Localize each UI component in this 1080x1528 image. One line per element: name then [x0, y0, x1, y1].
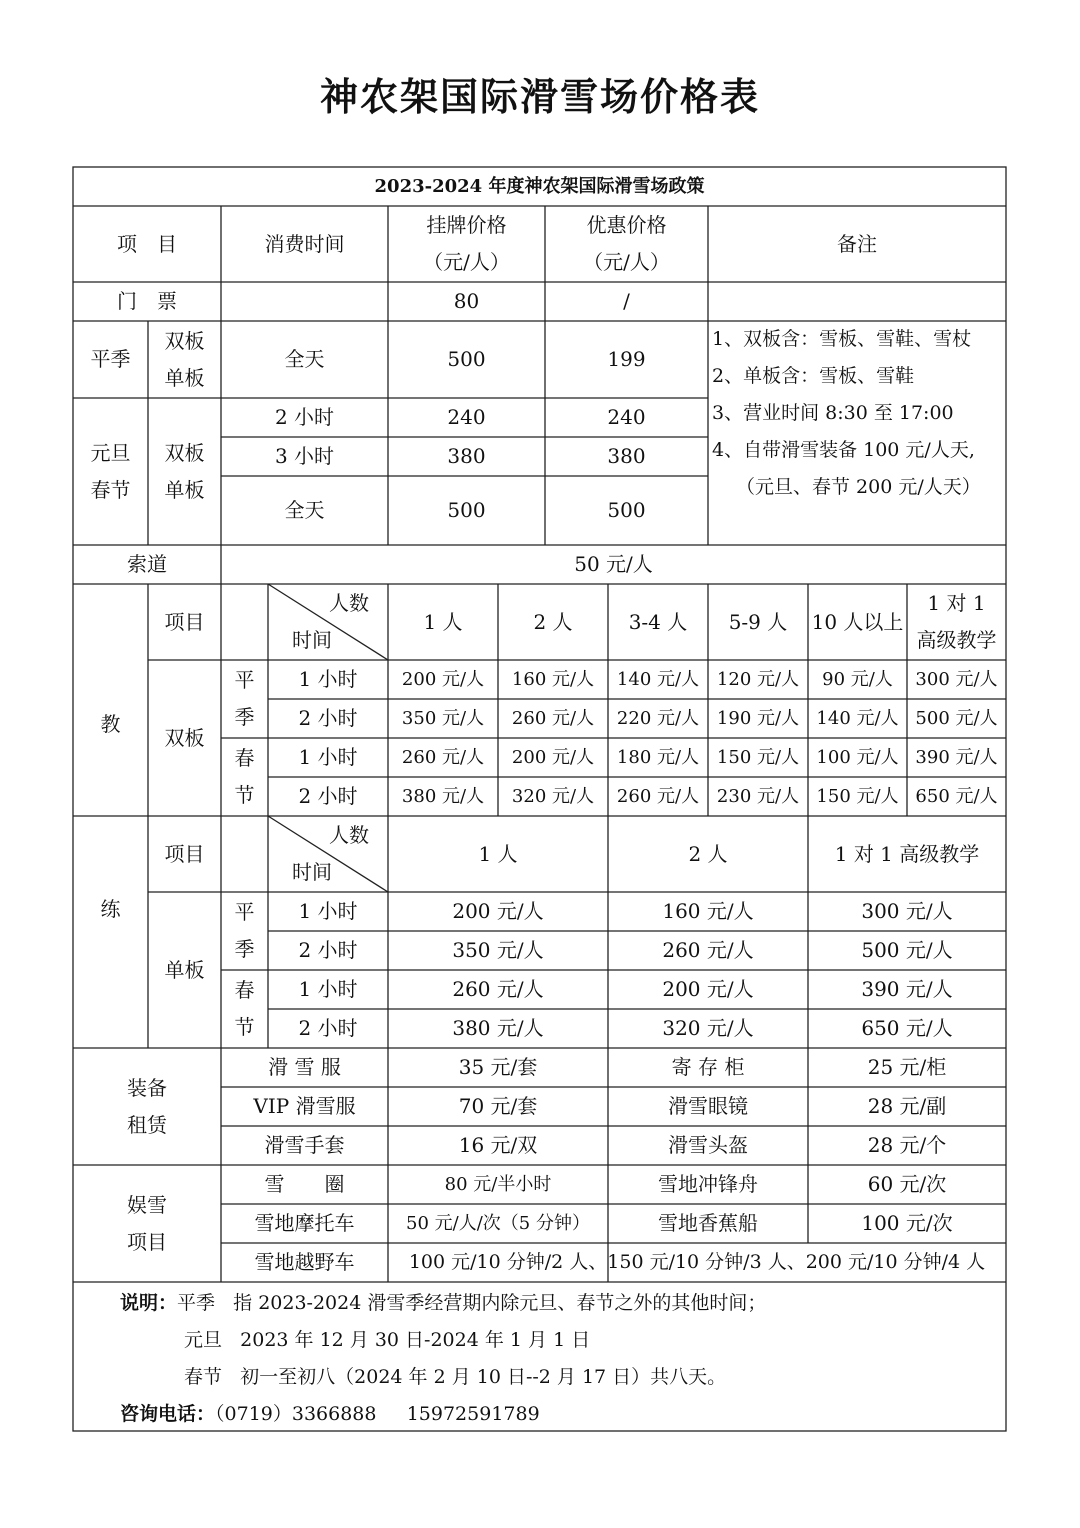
single-price: 300 元/人: [861, 899, 953, 923]
double-price: 230 元/人: [716, 786, 800, 807]
single-price: 380 元/人: [452, 1016, 544, 1040]
holiday-time: 3 小时: [274, 444, 335, 468]
rental-item: VIP 滑雪服: [253, 1094, 356, 1118]
double-price: 350 元/人: [401, 708, 485, 729]
holiday-boards: 双板 单板: [164, 440, 205, 502]
double-header: 2 人: [533, 609, 573, 634]
rental-price: 70 元/套: [458, 1094, 538, 1118]
double-header: 3-4 人: [628, 609, 688, 634]
holiday-discount-price: 240: [607, 405, 646, 429]
double-season-spring: 春 节: [234, 746, 255, 807]
double-price: 220 元/人: [616, 708, 700, 729]
holiday-season-label: 元旦 春节: [90, 440, 131, 502]
double-price: 150 元/人: [716, 747, 800, 768]
rental-item: 滑 雪 服: [268, 1055, 341, 1079]
double-header: 10 人以上: [811, 609, 904, 634]
regular-time: 全天: [284, 347, 325, 371]
rental-item: 滑雪头盔: [668, 1133, 748, 1157]
double-time: 2 小时: [298, 784, 358, 808]
remark-item: 3、营业时间 8:30 至 17:00: [712, 402, 954, 424]
offroad-item: 雪地越野车: [254, 1250, 355, 1274]
holiday-list-price: 380: [447, 444, 486, 468]
entertainment-price: 100 元/次: [861, 1211, 953, 1235]
double-price: 500 元/人: [915, 708, 998, 729]
double-price: 320 元/人: [511, 786, 595, 807]
holiday-time: 全天: [284, 498, 325, 522]
holiday-list-price: 240: [447, 405, 486, 429]
single-price: 390 元/人: [861, 977, 953, 1001]
single-price: 260 元/人: [452, 977, 544, 1001]
entertainment-item: 雪地香蕉船: [658, 1211, 758, 1235]
single-time: 1 小时: [298, 899, 358, 923]
double-price: 90 元/人: [822, 669, 893, 690]
single-price: 650 元/人: [861, 1016, 953, 1040]
regular-discount-price: 199: [607, 347, 646, 371]
header-item: 项 目: [117, 231, 177, 256]
holiday-list-price: 500: [447, 498, 486, 522]
rental-price: 16 元/双: [458, 1133, 538, 1157]
single-header: 1 人: [478, 841, 518, 866]
rental-item: 滑雪手套: [264, 1133, 345, 1157]
notes-line: 元旦 2023 年 12 月 30 日-2024 年 1 月 1 日: [184, 1329, 591, 1351]
regular-list-price: 500: [447, 347, 486, 371]
single-price: 350 元/人: [452, 938, 544, 962]
notes-line: 春节 初一至初八（2024 年 2 月 10 日--2 月 17 日）共八天。: [184, 1366, 727, 1388]
double-board-label: 双板: [164, 725, 205, 750]
double-season-regular: 平 季: [234, 668, 255, 729]
entertainment-item: 雪 圈: [264, 1172, 345, 1196]
double-header: 5-9 人: [728, 609, 788, 634]
rental-item: 寄 存 柜: [671, 1055, 745, 1079]
holiday-time: 2 小时: [274, 405, 335, 429]
double-item-label: 项目: [164, 609, 205, 634]
remark-item: 2、单板含：雪板、雪鞋: [712, 365, 915, 387]
rental-price: 28 元/个: [867, 1133, 947, 1157]
double-price: 190 元/人: [716, 708, 800, 729]
single-price: 260 元/人: [662, 938, 754, 962]
double-price: 200 元/人: [401, 669, 485, 690]
double-price: 390 元/人: [915, 747, 998, 768]
holiday-discount-price: 380: [607, 444, 646, 468]
double-price: 650 元/人: [915, 786, 998, 807]
double-price: 140 元/人: [616, 669, 700, 690]
single-time: 1 小时: [298, 977, 358, 1001]
policy-title: 2023-2024 年度神农架国际滑雪场政策: [374, 176, 705, 197]
single-header: 2 人: [688, 841, 728, 866]
rental-price: 28 元/副: [867, 1094, 947, 1118]
entertainment-price: 50 元/人/次（5 分钟）: [406, 1213, 590, 1234]
double-header: 1 人: [423, 609, 463, 634]
double-time: 2 小时: [298, 706, 358, 730]
entertainment-item: 雪地冲锋舟: [658, 1172, 758, 1196]
notes-label: 说明：: [120, 1292, 178, 1314]
double-header-private: 1 对 1 高级教学: [916, 591, 997, 652]
double-price: 260 元/人: [616, 786, 700, 807]
double-time: 1 小时: [298, 667, 358, 691]
header-time: 消费时间: [264, 231, 345, 256]
phone-label: 咨询电话：: [120, 1403, 216, 1425]
rental-price: 35 元/套: [458, 1055, 538, 1079]
ticket-list-price: 80: [453, 289, 480, 313]
offroad-price: 100 元/10 分钟/2 人、150 元/10 分钟/3 人、200 元/10 分钟/4 人: [408, 1251, 986, 1273]
coaching-label-1: 教: [100, 711, 121, 736]
header-list-price: 挂牌价格 （元/人）: [423, 213, 510, 274]
notes-line: 说明：平季 指 2023-2024 滑雪季经营期内除元旦、春节之外的其他时间；: [120, 1292, 767, 1314]
single-header: 1 对 1 高级教学: [834, 841, 980, 866]
remarks-list: [708, 321, 1006, 511]
remark-item: 1、双板含：雪板、雪鞋、雪杖: [712, 328, 972, 350]
diag-bottom-label: 时间: [292, 627, 332, 652]
phone-line: [120, 1402, 540, 1426]
double-price: 300 元/人: [915, 669, 998, 690]
regular-season-label: 平季: [90, 347, 131, 371]
single-price: 200 元/人: [452, 899, 544, 923]
header-remarks: 备注: [837, 231, 877, 256]
double-price: 260 元/人: [511, 708, 595, 729]
phone-number: （0719）3366888: [215, 1403, 377, 1425]
single-board-label: 单板: [164, 957, 205, 982]
cableway-label: 索道: [127, 552, 167, 576]
double-price: 150 元/人: [816, 786, 899, 807]
double-price: 160 元/人: [511, 669, 595, 690]
rental-price: 25 元/柜: [867, 1055, 947, 1079]
remark-item: 4、自带滑雪装备 100 元/人天,: [712, 439, 975, 461]
cableway-price: 50 元/人: [574, 552, 653, 576]
single-season-spring: 春 节: [234, 978, 255, 1039]
entertainment-label: 娱雪 项目: [127, 1192, 167, 1254]
header-discount-price: 优惠价格 （元/人）: [583, 213, 670, 274]
ticket-label: 门 票: [117, 289, 177, 313]
regular-boards: 双板 单板: [164, 328, 205, 390]
double-price: 380 元/人: [401, 786, 485, 807]
rental-label: 装备 租赁: [127, 1075, 167, 1137]
single-time: 2 小时: [298, 1016, 358, 1040]
ticket-discount-price: /: [623, 289, 630, 313]
single-price: 320 元/人: [662, 1016, 754, 1040]
double-price: 140 元/人: [816, 708, 899, 729]
double-price: 260 元/人: [401, 747, 485, 768]
single-price: 200 元/人: [662, 977, 754, 1001]
double-price: 120 元/人: [716, 669, 800, 690]
single-price: 160 元/人: [662, 899, 754, 923]
double-price: 200 元/人: [511, 747, 595, 768]
double-price: 100 元/人: [816, 747, 899, 768]
diag-top-label: 人数: [329, 590, 369, 615]
double-time: 1 小时: [298, 745, 358, 769]
single-time: 2 小时: [298, 938, 358, 962]
diag-bottom-label: 时间: [292, 859, 332, 884]
remark-item: （元旦、春节 200 元/人天）: [736, 476, 981, 498]
single-season-regular: 平 季: [234, 900, 255, 961]
double-price: 180 元/人: [616, 747, 700, 768]
entertainment-item: 雪地摩托车: [254, 1211, 355, 1235]
page-title: 神农架国际滑雪场价格表: [319, 75, 760, 119]
entertainment-price: 80 元/半小时: [444, 1174, 552, 1195]
rental-item: 滑雪眼镜: [668, 1094, 748, 1118]
entertainment-price: 60 元/次: [867, 1172, 947, 1196]
coaching-label-2: 练: [100, 896, 121, 921]
diag-top-label: 人数: [329, 822, 369, 847]
single-price: 500 元/人: [861, 938, 953, 962]
holiday-discount-price: 500: [607, 498, 646, 522]
single-item-label: 项目: [164, 841, 205, 866]
phone-number: 15972591789: [406, 1403, 540, 1425]
